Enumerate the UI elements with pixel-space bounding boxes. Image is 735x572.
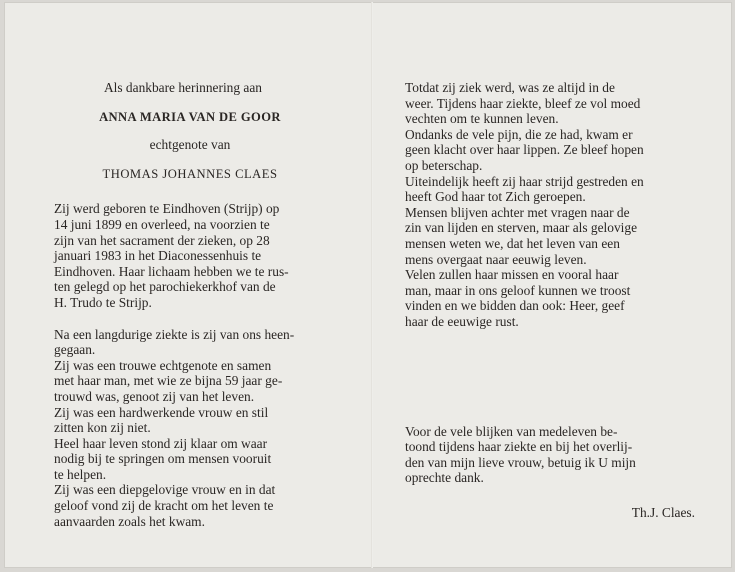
text-line: Zij werd geboren te Eindhoven (Strijp) op — [54, 201, 280, 217]
intro-line: Als dankbare herinnering aan — [103, 80, 263, 95]
text-line: Ondanks de vele pijn, die ze had, kwam er — [405, 126, 633, 142]
text-line: Uiteindelijk heeft zij haar strijd gestreden en — [405, 173, 644, 189]
text-line: Heel haar leven stond zij klaar om waar — [54, 435, 268, 451]
text-line: met haar man, met wie ze bijna 59 jaar ge- — [54, 373, 283, 389]
spouse-label: echtgenote van — [149, 137, 231, 153]
text-line: Zij was een trouwe echtgenote en samen — [54, 357, 272, 373]
text-line: trouwd was, genoot zij van het leven. — [54, 388, 255, 404]
text-line: zijn van het sacrament der zieken, op 28 — [54, 232, 270, 248]
text-line: Mensen blijven achter met vragen naar de — [405, 204, 630, 220]
text-line: mensen weten we, dat het leven van een — [405, 235, 620, 251]
text-line: ten gelegd op het parochiekerkhof van de — [54, 279, 276, 295]
text-line: H. Trudo te Strijp. — [54, 294, 152, 310]
tribute-paragraph — [54, 327, 326, 530]
text-line: nodig bij te springen om mensen vooruit — [54, 451, 272, 467]
signature: Th.J. Claes. — [631, 504, 695, 520]
text-line: Zij was een hardwerkende vrouw en stil — [54, 404, 269, 420]
text-line: te helpen. — [54, 466, 107, 482]
text-line: Na een langdurige ziekte is zij van ons heen- — [54, 326, 295, 342]
text-line: Voor de vele blijken van medeleven be- — [405, 423, 618, 439]
text-line: aanvaarden zoals het kwam. — [54, 513, 205, 529]
text-line: geen klacht over haar lippen. Ze bleef hopen — [405, 142, 644, 158]
center-fold — [371, 2, 373, 568]
reflection-paragraph — [405, 80, 701, 330]
text-line: man, maar in ons geloof kunnen we troost — [405, 282, 631, 298]
text-line: op beterschap. — [405, 157, 483, 173]
text-line: vechten om te kunnen leven. — [405, 111, 559, 127]
text-line: geloof vond zij de kracht om het leven te — [54, 498, 274, 514]
text-line: oprechte dank. — [405, 470, 484, 486]
text-line: toond tijdens haar ziekte en bij het overlij- — [405, 439, 633, 455]
text-line: januari 1983 in het Diaconessenhuis te — [54, 248, 262, 264]
deceased-name: ANNA MARIA VAN DE GOOR — [99, 109, 281, 124]
text-line: gegaan. — [54, 342, 96, 358]
text-line: haar de eeuwige rust. — [405, 313, 519, 329]
spouse-name: THOMAS JOHANNES CLAES — [102, 166, 278, 181]
left-page — [54, 80, 326, 529]
text-line: heeft God haar tot Zich geroepen. — [405, 189, 586, 205]
text-line: weer. Tijdens haar ziekte, bleef ze vol moed — [405, 95, 641, 111]
biography-paragraph — [54, 201, 326, 310]
right-page — [405, 80, 701, 520]
text-line: zitten kon zij niet. — [54, 420, 151, 436]
text-line: Zij was een diepgelovige vrouw en in dat — [54, 482, 276, 498]
text-line: Velen zullen haar missen en vooral haar — [405, 267, 619, 283]
memorial-card — [4, 2, 732, 568]
text-line: 14 juni 1899 en overleed, na voorzien te — [54, 216, 270, 232]
text-line: vinden en we bidden dan ook: Heer, geef — [405, 298, 625, 314]
text-line: mens overgaat naar eeuwig leven. — [405, 251, 587, 267]
text-line: Totdat zij ziek werd, was ze altijd in de — [405, 80, 615, 95]
text-line: Eindhoven. Haar lichaam hebben we te rus- — [54, 263, 289, 279]
text-line: zin van lijden en sterven, maar als gelovige — [405, 220, 638, 236]
text-line: den van mijn lieve vrouw, betuig ik U mijn — [405, 454, 636, 470]
thanks-paragraph — [405, 424, 701, 486]
